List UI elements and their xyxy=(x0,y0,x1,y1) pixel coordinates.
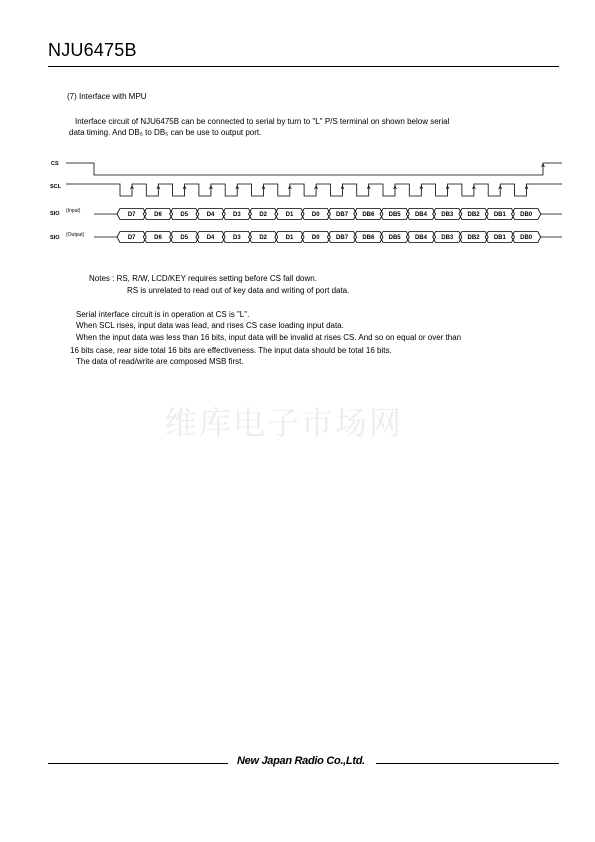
body-line-2: When SCL rises, input data was lead, and rises CS case loading input data. xyxy=(76,321,344,330)
section-heading: (7) Interface with MPU xyxy=(67,92,147,101)
bit-label: D1 xyxy=(285,235,294,241)
footer-rule-right xyxy=(376,763,559,764)
bit-label: D6 xyxy=(154,212,162,218)
bit-label: D7 xyxy=(127,235,136,241)
company-logo: New Japan Radio Co.,Ltd. xyxy=(237,755,365,767)
bit-label: D2 xyxy=(259,235,267,241)
bit-label: DB1 xyxy=(493,235,506,241)
sio-output-mode: (Output) xyxy=(66,232,85,238)
serial-timing-diagram xyxy=(0,150,595,250)
bit-label: DB1 xyxy=(493,212,506,218)
intro-line-1: Interface circuit of NJU6475B can be connected to serial by turn to "L" P/S terminal on shown below serial xyxy=(75,117,450,126)
document-title: NJU6475B xyxy=(48,40,137,60)
sio-input-mode: (Input) xyxy=(66,208,81,214)
bit-label: D7 xyxy=(127,212,136,218)
bit-label: DB4 xyxy=(414,212,427,218)
bit-label: DB6 xyxy=(362,235,375,241)
bit-label: DB2 xyxy=(467,235,480,241)
bit-label: DB0 xyxy=(520,235,533,241)
body-line-1: Serial interface circuit is in operation at CS is "L". xyxy=(76,310,250,319)
bit-label: DB5 xyxy=(388,212,401,218)
bit-label: DB3 xyxy=(441,235,454,241)
body-line-4: 16 bits case, rear side total 16 bits are effectiveness. The input data should be total 16 bits. xyxy=(70,346,392,355)
bit-label: D0 xyxy=(311,235,320,241)
watermark: 维库电子市场网 xyxy=(165,404,404,442)
scl-label: SCL xyxy=(50,184,61,190)
bit-label: DB2 xyxy=(467,212,480,218)
bit-label: D5 xyxy=(180,212,189,218)
footer-rule-left xyxy=(48,763,228,764)
body-line-5: The data of read/write are composed MSB first. xyxy=(76,357,244,366)
bit-label: D5 xyxy=(180,235,189,241)
bit-label: DB5 xyxy=(388,235,401,241)
bit-label: D6 xyxy=(154,235,162,241)
bit-label: D4 xyxy=(206,212,215,218)
bit-label: DB4 xyxy=(414,235,427,241)
bit-label: DB3 xyxy=(441,212,454,218)
bit-label: D3 xyxy=(233,235,241,241)
bit-label: DB7 xyxy=(336,212,349,218)
sio-input-label: SIO xyxy=(50,211,60,217)
title-rule xyxy=(48,66,559,67)
intro-line-2: data timing. And DB₆ to DB₅ can be use to output port. xyxy=(69,128,262,137)
bit-label: DB0 xyxy=(520,212,533,218)
bit-label: D2 xyxy=(259,212,267,218)
sio-output-label: SIO xyxy=(50,235,60,241)
bit-label: D3 xyxy=(233,212,241,218)
note-line-2: RS is unrelated to read out of key data and writing of port data. xyxy=(127,286,350,295)
bit-label: D0 xyxy=(311,212,320,218)
bit-label: D1 xyxy=(285,212,294,218)
body-line-3: When the input data was less than 16 bits, input data will be invalid at rises CS. And so on equal or over than xyxy=(76,333,462,342)
bit-label: D4 xyxy=(206,235,215,241)
note-line-1: Notes : RS, R/W, LCD/KEY requires setting before CS fall down. xyxy=(89,274,317,283)
cs-label: CS xyxy=(51,161,59,167)
bit-label: DB6 xyxy=(362,212,375,218)
bit-label: DB7 xyxy=(336,235,349,241)
